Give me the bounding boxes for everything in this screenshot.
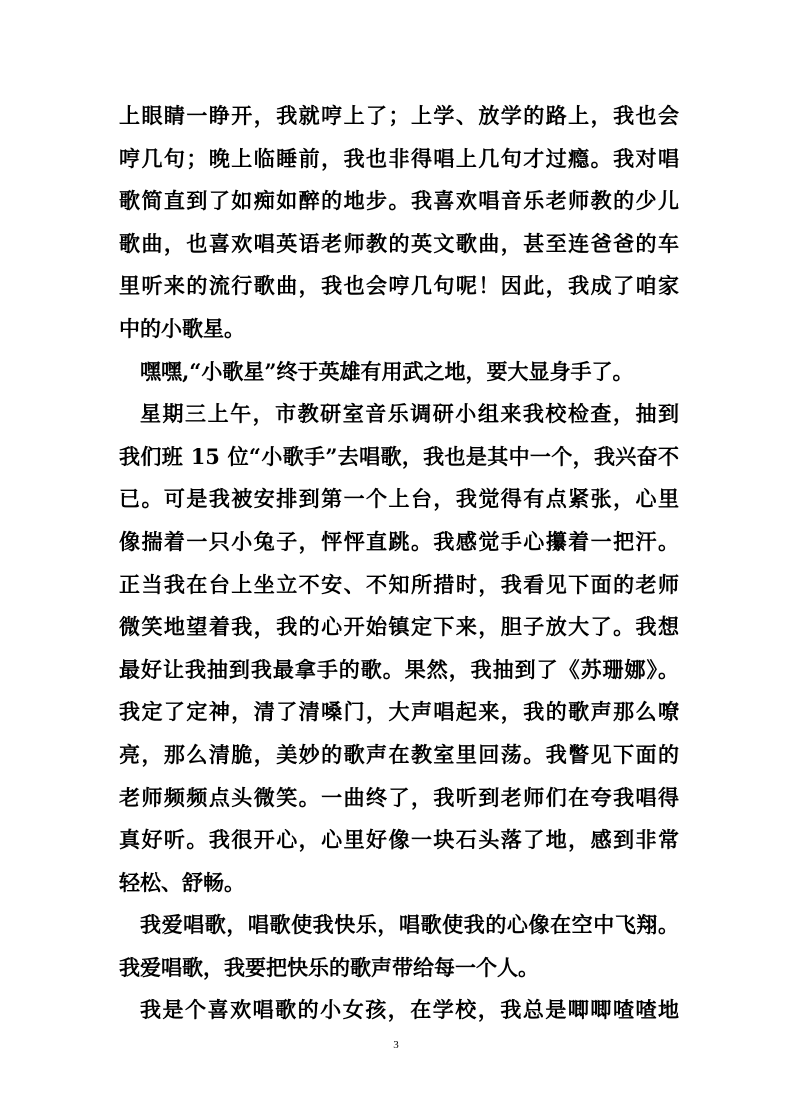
text-line: 歌简直到了如痴如醉的地步。我喜欢唱音乐老师教的少儿	[119, 188, 679, 214]
text-line: 轻松、舒畅。	[119, 869, 245, 895]
text-line: 正当我在台上坐立不安、不知所措时，我看见下面的老师	[119, 571, 679, 597]
text-line: 我是个喜欢唱歌的小女孩，在学校，我总是唧唧喳喳地	[140, 997, 679, 1023]
text-line: 真好听。我很开心，心里好像一块石头落了地，感到非常	[119, 827, 679, 853]
text-line: 我们班 15 位“小歌手”去唱歌，我也是其中一个，我兴奋不	[119, 443, 679, 469]
page-number: 3	[393, 1039, 399, 1051]
text-line: 歌曲，也喜欢唱英语老师教的英文歌曲，甚至连爸爸的车	[119, 230, 679, 256]
text-line: 星期三上午，市教研室音乐调研小组来我校检查，抽到	[140, 401, 679, 427]
body-text	[119, 95, 679, 1032]
text-line: 最好让我抽到我最拿手的歌。果然，我抽到了《苏珊娜》。	[119, 656, 679, 682]
text-line: 我爱唱歌，我要把快乐的歌声带给每一个人。	[119, 954, 539, 980]
text-line: 上眼睛一睁开，我就哼上了；上学、放学的路上，我也会	[119, 103, 679, 128]
text-line: 老师频频点头微笑。一曲终了，我听到老师们在夸我唱得	[119, 784, 679, 810]
text-line: 里听来的流行歌曲，我也会哼几句呢！因此，我成了咱家	[119, 273, 679, 299]
text-line: 我爱唱歌，唱歌使我快乐，唱歌使我的心像在空中飞翔。	[140, 912, 679, 938]
text-line: 哼几句；晚上临睡前，我也非得唱上几句才过瘾。我对唱	[119, 145, 679, 171]
text-line: 我定了定神，清了清嗓门，大声唱起来，我的歌声那么嘹	[119, 699, 679, 725]
text-line: 已。可是我被安排到第一个上台，我觉得有点紧张，心里	[119, 486, 679, 512]
text-line: 微笑地望着我，我的心开始镇定下来，胆子放大了。我想	[119, 614, 679, 640]
text-line: 嘿嘿,“小歌星”终于英雄有用武之地，要大显身手了。	[140, 358, 634, 384]
text-line: 像揣着一只小兔子，怦怦直跳。我感觉手心攥着一把汗。	[119, 528, 679, 554]
text-line: 亮，那么清脆，美妙的歌声在教室里回荡。我瞥见下面的	[119, 741, 679, 767]
text-line: 中的小歌星。	[119, 315, 245, 341]
